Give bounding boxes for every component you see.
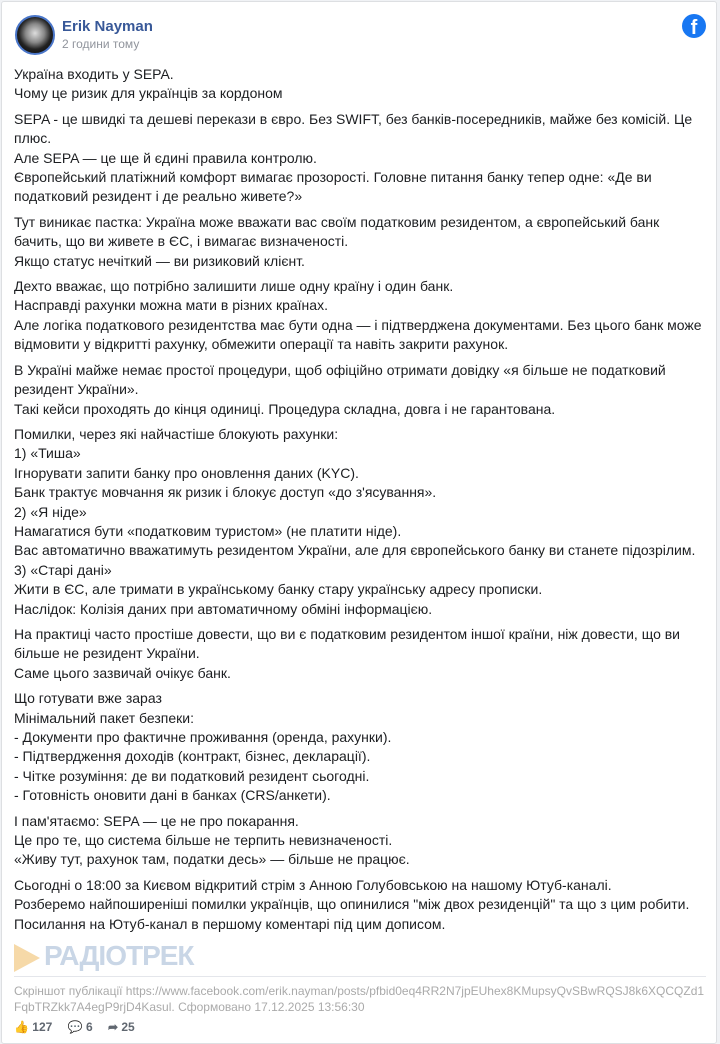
divider [14, 976, 706, 977]
post-body [14, 65, 706, 934]
watermark-logo: РАДІОТРЕК [14, 940, 706, 972]
paragraph: І пам'ятаємо: SEPA — це не про покарання. Це про те, що система більше не терпить невизначеності. «Живу тут, рахунок там, податки десь» — більше не працює. [14, 812, 410, 868]
paragraph: Сьогодні о 18:00 за Києвом відкритий стрім з Анною Голубовською на нашому Ютуб-каналі. Розберемо найпоширеніші помилки українців, що опинилися "між двох резиденцій" та що з цим робити. Посилання на Ютуб-канал в першому коментарі під цим дописом. [14, 876, 690, 932]
shares[interactable]: ➦ 25 [107, 1020, 135, 1035]
paragraph: SEPA - це швидкі та дешеві перекази в євро. Без SWIFT, без банків-посередників, майже без комісій. Це плюс. Але SEPA — це ще й єдині правила контролю. Європейський платіжний комфорт вимагає прозорості. Головне питання банку тепер одне: «Де ви податковий резидент і де реально живете?» [14, 110, 693, 205]
paragraph: Україна входить у SEPA. Чому це ризик для українців за кордоном [14, 66, 283, 102]
paragraph: Помилки, через які найчастіше блокують рахунки: 1) «Тиша» Ігнорувати запити банку про оновлення даних (KYC). Банк трактує мовчання як ризик і блокує доступ «до з'ясування». 2) «Я ніде» Намагатися бути «податковим туристом» (не платити ніде). Вас автоматично вважатимуть резидентом України, але для європейського банку ви станете підозрілим. 3) «Старі дані» Жити в ЄС, але тримати в українському банку стару українську адресу прописки. Наслідок: Колізія даних при автоматичному обміні інформацією. [14, 425, 696, 617]
post-time[interactable]: 2 години тому [62, 37, 140, 51]
comments[interactable]: 💬 6 [67, 1020, 93, 1035]
paragraph: Дехто вважає, що потрібно залишити лише одну країну і один банк. Насправді рахунки можна мати в різних країнах. Але логіка податкового резидентства має бути одна — і підтверджена документами. Без цього банк може відмовити у відкритті рахунку, обмежити операції та навіть закрити рахунок. [14, 278, 702, 353]
post-card [1, 1, 717, 1044]
avatar[interactable] [15, 15, 55, 55]
author-name[interactable]: Erik Nayman [62, 18, 153, 35]
paragraph: В Україні майже немає простої процедури, щоб офіційно отримати довідку «я більше не податковий резидент України». Такі кейси проходять до кінця одиниці. Процедура складна, довга і не гарантована. [14, 361, 666, 417]
screenshot-caption: Скріншот публікації https://www.facebook.com/erik.nayman/posts/pfbid0eq4RR2N7jpEUhex8KMupsyQvSBwRQSJ8k6XQCQZd1FqbTRZkk7A4egP9rjD4Kasul. Сформовано 17.12.2025 13:56:30 [14, 984, 705, 1015]
paragraph: На практиці часто простіше довести, що ви є податковим резидентом іншої країни, ніж довести, що ви більше не резидент України. Саме цього зазвичай очікує банк. [14, 625, 681, 681]
likes[interactable]: 👍 127 [14, 1020, 53, 1035]
play-icon [14, 944, 40, 972]
paragraph: Що готувати вже зараз Мінімальний пакет безпеки: - Документи про фактичне проживання (оренда, рахунки). - Підтвердження доходів (контракт, бізнес, декларації). - Чітке розуміння: де ви податковий резидент сьогодні. - Готовність оновити дані в банках (CRS/анкети). [14, 690, 392, 804]
facebook-icon[interactable]: f [682, 14, 706, 38]
reaction-stats [14, 1019, 706, 1035]
paragraph: Тут виникає пастка: Україна може вважати вас своїм податковим резидентом, а європейський банк бачить, що ви живете в ЄС, і вимагає визначеності. Якщо статус нечіткий — ви ризиковий клієнт. [14, 213, 660, 269]
